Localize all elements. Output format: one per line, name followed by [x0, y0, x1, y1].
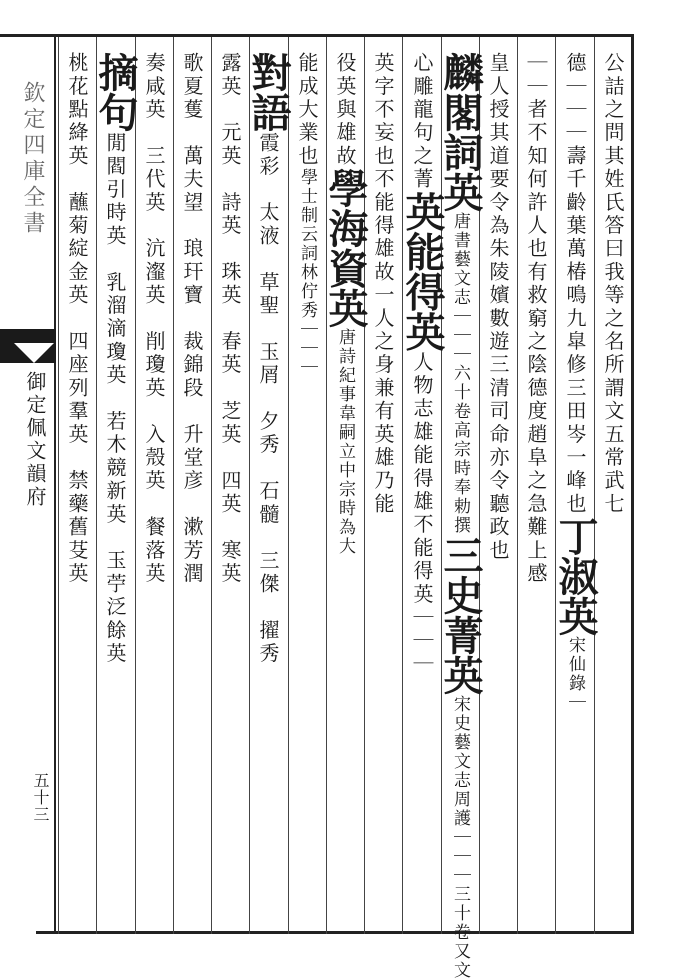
phrase-gap: [142, 214, 166, 237]
body-text: 玉苧泛餘英: [103, 549, 127, 666]
phrase-gap: [218, 98, 242, 121]
body-text: 英字不妄也: [371, 52, 395, 168]
body-text: 不能得雄故一人之身兼有英雄乃能: [371, 168, 395, 516]
text-column: [437, 52, 484, 980]
body-text: 露英: [218, 52, 242, 99]
phrase-gap: [218, 168, 242, 191]
phrase-gap: [256, 526, 280, 549]
running-title: 欽定四庫全書: [20, 81, 45, 237]
phrase-gap: [65, 168, 89, 191]
text-column: [593, 52, 633, 922]
phrase-gap: [256, 178, 280, 201]
annotation-text: 唐詩紀事韋嗣立中宗時為大: [335, 328, 355, 556]
text-column: [210, 52, 250, 922]
body-text: 入殼英: [142, 423, 166, 493]
body-text: 擢秀: [256, 619, 280, 666]
phrase-gap: [65, 446, 89, 469]
text-column: [172, 52, 212, 922]
phrase-gap: [218, 238, 242, 261]
text-column: [363, 52, 403, 922]
phrase-gap: [180, 122, 204, 145]
phrase-gap: [256, 457, 280, 480]
entry-headword: 摘句: [92, 52, 139, 132]
phrase-gap: [218, 377, 242, 400]
body-text: 公詰之問其姓氏答曰我等之名所謂文五常武七: [601, 52, 625, 516]
entry-headword: 英能得英: [399, 191, 446, 352]
body-text: 萬夫望: [180, 144, 204, 215]
entry-headword: 麟閣詞英: [437, 52, 484, 212]
body-text: 夕秀: [256, 410, 280, 457]
body-text: 裁錦段: [180, 330, 204, 401]
body-text: 皇人授其道要令為朱陵嬪數遊三清司命亦令聽政也: [486, 52, 510, 563]
body-text: 乳溜滴瓊英: [103, 271, 127, 388]
annotation-text: 唐書藝文志｜｜｜六十卷高宗時奉勅撰: [450, 212, 470, 535]
phrase-gap: [180, 307, 204, 330]
body-text: 寒英: [218, 539, 242, 586]
page-margin-strip: [0, 37, 56, 934]
body-text: 草聖: [256, 271, 280, 318]
book-title: 御定佩文韻府: [23, 371, 47, 509]
text-column: [245, 52, 292, 922]
body-text: 歌夏蒦: [180, 52, 204, 122]
text-column: [478, 52, 518, 922]
phrase-gap: [103, 526, 127, 549]
body-text: 升堂彦: [180, 423, 204, 493]
phrase-gap: [142, 493, 166, 516]
phrase-gap: [218, 307, 242, 330]
body-text: 霞彩: [256, 132, 280, 179]
body-text: 珠英: [218, 260, 242, 308]
body-text: 石髓: [256, 480, 280, 527]
body-text: 削瓊英: [142, 330, 166, 401]
entry-headword: 對語: [245, 52, 292, 132]
entry-headword: 丁淑英: [552, 516, 599, 636]
phrase-gap: [103, 248, 127, 271]
body-text: 詩英: [218, 191, 242, 238]
body-text: 閒閻引時英: [103, 132, 127, 248]
page-number: 五十三: [31, 772, 50, 823]
body-text: 蘸菊綻金英: [65, 191, 89, 308]
text-column: [322, 52, 369, 922]
body-text: 餐落英: [142, 516, 166, 586]
body-text: 沆瀣英: [142, 237, 166, 308]
text-column: [399, 52, 446, 922]
phrase-gap: [142, 307, 166, 330]
entry-headword: 三史菁英: [437, 535, 484, 695]
body-text: 芝英: [218, 400, 242, 447]
body-text: 漱芳潤: [180, 516, 204, 586]
body-text: 桃花點絳英: [65, 52, 89, 168]
text-column: [57, 52, 97, 922]
annotation-text: 學士制云詞林佇秀｜｜｜: [297, 168, 317, 377]
body-text: 役英與雄故: [333, 52, 357, 168]
body-text: 四座列羣英: [65, 330, 89, 447]
phrase-gap: [256, 248, 280, 271]
text-column: [552, 52, 599, 922]
body-text: 能成大業也: [295, 52, 319, 168]
entry-headword: 學海資英: [322, 168, 369, 328]
body-text: 三傑: [256, 549, 280, 597]
text-column: [287, 52, 327, 922]
phrase-gap: [218, 446, 242, 469]
phrase-gap: [142, 400, 166, 423]
body-text: 琅玕寶: [180, 237, 204, 308]
phrase-gap: [65, 307, 89, 330]
body-text: 德｜｜｜壽千齡葉萬椿鳴九皐修三田岑一峰也: [563, 52, 587, 516]
body-text: 玉屑: [256, 340, 280, 388]
annotation-text: 宋史藝文志周護｜｜｜三十卷又文: [450, 695, 470, 980]
text-column: [92, 52, 139, 922]
body-text: 心雕龍句之菁: [410, 52, 434, 192]
phrase-gap: [180, 493, 204, 516]
body-text: 太液: [256, 201, 280, 249]
body-text: 三代英: [142, 144, 166, 215]
text-column: [134, 52, 174, 922]
phrase-gap: [256, 596, 280, 619]
body-text: 若木競新英: [103, 410, 127, 527]
phrase-gap: [256, 387, 280, 410]
phrase-gap: [218, 516, 242, 539]
phrase-gap: [103, 387, 127, 410]
body-text: 禁藥舊芟英: [65, 469, 89, 586]
phrase-gap: [256, 318, 280, 341]
body-text: 四英: [218, 469, 242, 517]
body-text: 元英: [218, 121, 242, 169]
body-text: ｜｜者不知何許人也有救窮之陰德度趙阜之急難上感: [524, 52, 548, 586]
fishtail-mark: [0, 329, 56, 363]
body-text: 春英: [218, 330, 242, 377]
body-text: 人物志雄能得雄不能得英｜｜｜: [410, 351, 434, 677]
text-column: [516, 52, 556, 922]
phrase-gap: [180, 400, 204, 423]
phrase-gap: [142, 122, 166, 145]
annotation-text: 宋仙錄｜: [565, 636, 585, 712]
phrase-gap: [180, 214, 204, 237]
body-text: 奏咸英: [142, 52, 166, 122]
